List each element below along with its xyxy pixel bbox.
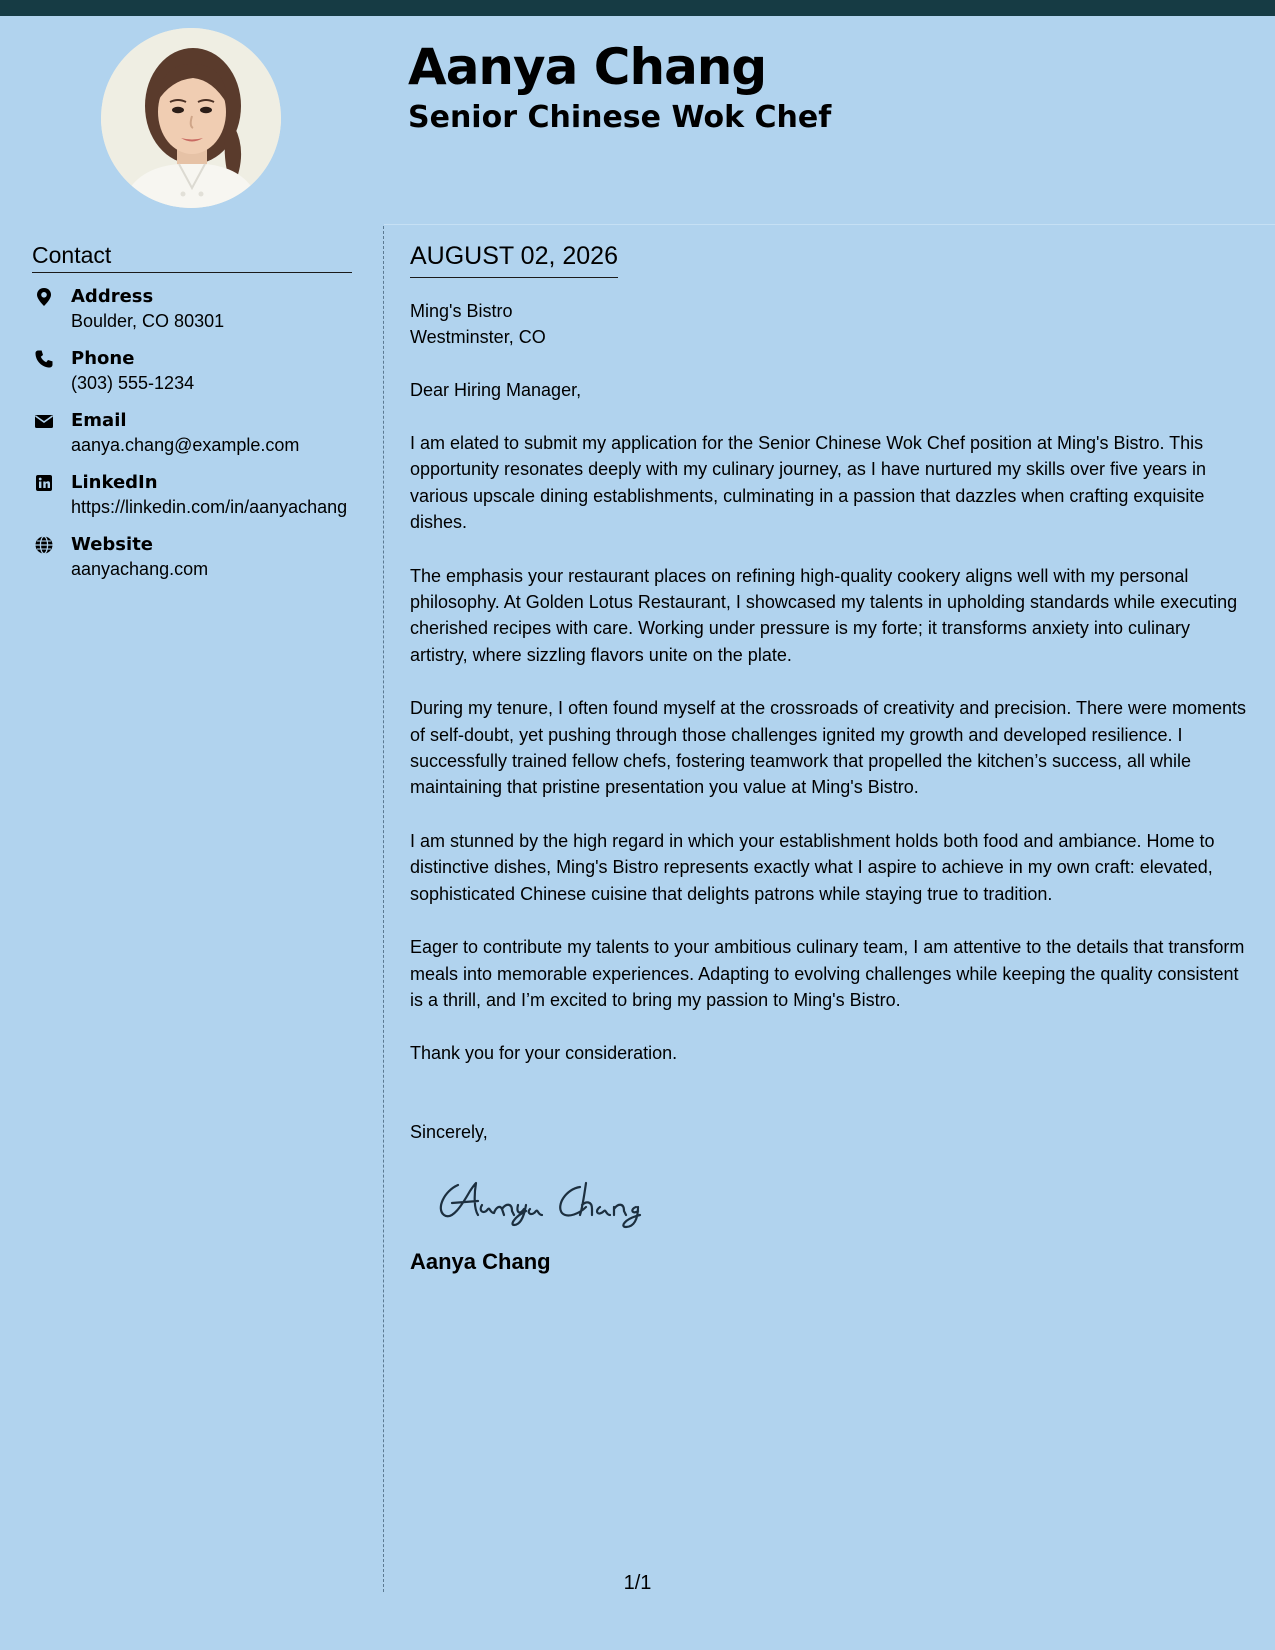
top-color-bar (0, 0, 1275, 16)
header-divider (384, 224, 1275, 225)
linkedin-label: LinkedIn (71, 472, 158, 493)
paragraph-3: During my tenure, I often found myself at the crossroads of creativity and precision. There were moments of self-doubt, yet pushing through those challenges ignited my growth and developed resilience. I successfully trained fellow chefs, fostering teamwork that propelled the kitchen’s success, all while maintaining that pristine presentation you value at Ming's Bistro. (410, 698, 1247, 798)
address-value: Boulder, CO 80301 (71, 311, 225, 331)
paragraph-2: The emphasis your restaurant places on refining high-quality cookery aligns well with my personal philosophy. At Golden Lotus Restaurant, I showcased my talents in upholding standards while executing cherished recipes with care. Working under pressure is my forte; it transforms anxiety into culinary artistry, where sizzling flavors unite on the plate. (410, 565, 1238, 665)
salutation: Dear Hiring Manager, (410, 380, 582, 400)
phone-icon (34, 349, 54, 369)
thank-you-line: Thank you for your consideration. (410, 1043, 678, 1064)
applicant-name: Aanya Chang (408, 38, 767, 96)
envelope-icon (34, 411, 54, 431)
phone-label: Phone (71, 348, 135, 369)
profile-photo (101, 28, 281, 208)
page-number: 1/1 (623, 1572, 652, 1594)
contact-item-linkedin (32, 471, 352, 519)
cover-letter-body (410, 240, 1250, 1276)
email-value[interactable]: aanya.chang@example.com (71, 435, 300, 455)
job-title: Senior Chinese Wok Chef (408, 100, 832, 135)
contact-item-email (32, 409, 352, 457)
location-pin-icon (34, 287, 54, 307)
signer-name: Aanya Chang (410, 1248, 551, 1274)
contact-heading: Contact (32, 240, 352, 273)
paragraph-1: I am elated to submit my application for the Senior Chinese Wok Chef position at Ming's Bistro. This opportunity resonates deeply with my culinary journey, as I have nurtured my skills over five years in various upscale dining establishments, culminating in a passion that dazzles when crafting exquisite dishes. (410, 433, 1207, 533)
paragraph-4: I am stunned by the high regard in which your establishment holds both food and ambiance. Home to distinctive dishes, Ming's Bistro represents exactly what I aspire to achieve in my own craft: elevated, sophisticated Chinese cuisine that delights patrons while staying true to tradition. (410, 830, 1215, 904)
phone-value: (303) 555-1234 (71, 373, 195, 393)
recipient-location: Westminster, CO (410, 327, 546, 347)
address-label: Address (71, 286, 154, 307)
linkedin-value[interactable]: https://linkedin.com/in/aanyachang (71, 497, 348, 517)
closing: Sincerely, (410, 1121, 488, 1142)
recipient-company: Ming's Bistro (410, 301, 513, 321)
website-value[interactable]: aanyachang.com (71, 559, 209, 579)
column-divider (383, 226, 384, 1592)
contact-item-website (32, 533, 352, 581)
handwritten-signature (430, 1169, 670, 1229)
contact-item-phone (32, 347, 352, 395)
website-label: Website (71, 534, 154, 555)
paragraph-5: Eager to contribute my talents to your ambitious culinary team, I am attentive to the details that transform meals into memorable experiences. Adapting to evolving challenges while keeping the quality consistent is a thrill, and I’m excited to bring my passion to Ming's Bistro. (410, 937, 1245, 1010)
globe-icon (34, 535, 54, 555)
linkedin-icon (34, 473, 54, 493)
contact-sidebar (32, 240, 352, 595)
email-label: Email (71, 410, 127, 431)
recipient-block (410, 298, 1250, 350)
contact-item-address (32, 285, 352, 333)
letter-date: AUGUST 02, 2026 (410, 240, 618, 278)
